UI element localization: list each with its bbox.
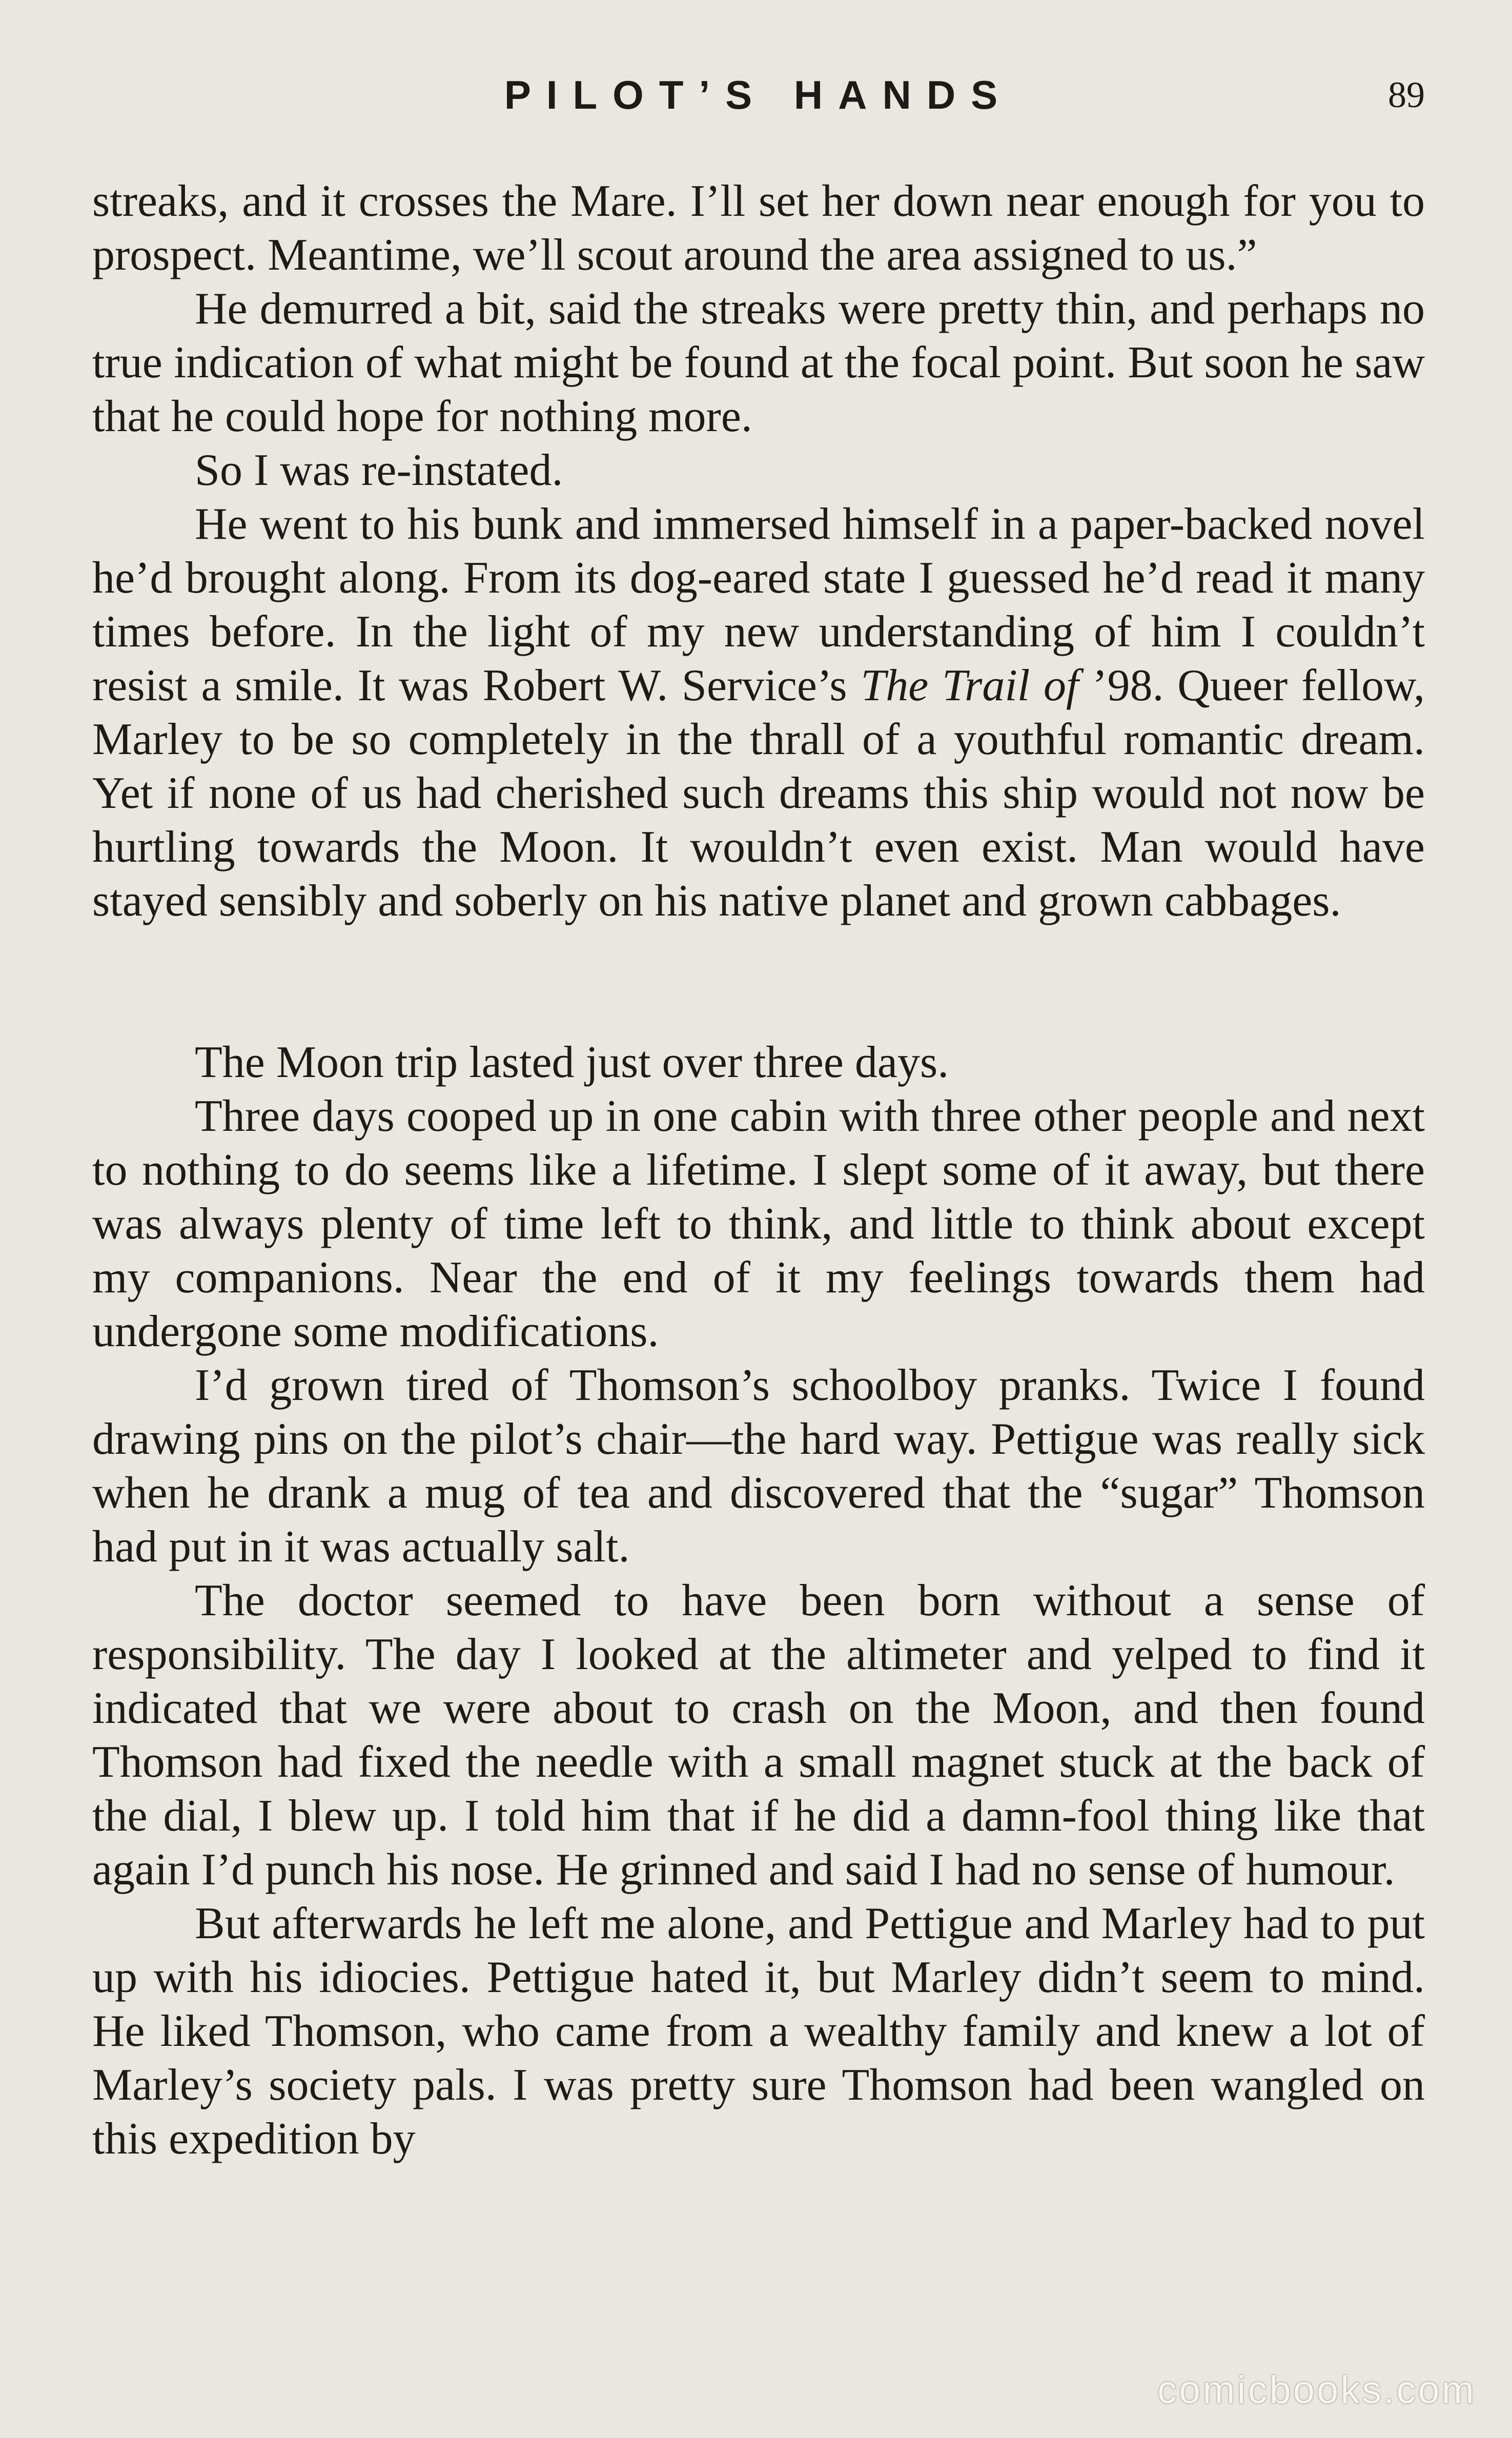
watermark: comicbooks.com — [1157, 2368, 1476, 2412]
paragraph: He demurred a bit, said the streaks were pretty thin, and perhaps no true indication of what might be found at the focal point. But soon he saw that he could hope for nothing more. — [92, 284, 1425, 441]
paragraph: But afterwards he left me alone, and Pettigue and Marley had to put up with his idiocies. Pettigue hated it, but Marley didn’t seem to mind. He liked Thomson, who came from a wealthy family and knew a lot of Marley’s society pals. I was pretty sure Thomson had been wangled on this expedition by — [92, 1899, 1425, 2164]
paragraph: The Moon trip lasted just over three days. — [195, 1038, 949, 1087]
paragraph: The doctor seemed to have been born without a sense of responsibility. The day I looked at the altimeter and yelped to find it indicated that we were about to crash on the Moon, and then found Thomson had fixed the needle with a small magnet stuck at the back of the dial, I blew up. I told him that if he did a damn-fool thing like that again I’d punch his nose. He grinned and said I had no sense of humour. — [92, 1576, 1425, 1895]
paragraph: I’d grown tired of Thomson’s schoolboy pranks. Twice I found drawing pins on the pilot’s chair—the hard way. Pettigue was really sick when he drank a mug of tea and discovered that the “sugar” Thomson had put in it was actually salt. — [92, 1360, 1425, 1572]
page-number: 89 — [1388, 74, 1425, 115]
paragraph: He went to his bunk and immersed himself in a paper-backed novel he’d brought along. From its dog-eared state I guessed he’d read it many times before. In the light of my new understanding of him I couldn’t resist a smile. It was Robert W. Service’s The Trail of ’98. Queer fellow, Marley to be so completely in the thrall of a youthful romantic dream. Yet if none of us had cherished such dreams this ship would not now be hurtling towards the Moon. It wouldn’t even exist. Man would have stayed sensibly and soberly on his native planet and grown cabbages. — [92, 499, 1425, 926]
body-text — [92, 174, 1425, 2166]
page-header — [92, 72, 1425, 133]
paragraph: streaks, and it crosses the Mare. I’ll set her down near enough for you to prospect. Meantime, we’ll scout around the area assigned to us.” — [92, 176, 1425, 280]
paragraph: Three days cooped up in one cabin with three other people and next to nothing to do seems like a lifetime. I slept some of it away, but there was always plenty of time left to think, and little to think about except my companions. Near the end of it my feelings towards them had undergone some modifications. — [92, 1091, 1425, 1356]
paragraph: So I was re-instated. — [195, 445, 563, 495]
book-title: The Trail of — [861, 661, 1079, 710]
running-head: PILOT’S HANDS — [504, 72, 1013, 117]
section-break — [92, 928, 1425, 1035]
